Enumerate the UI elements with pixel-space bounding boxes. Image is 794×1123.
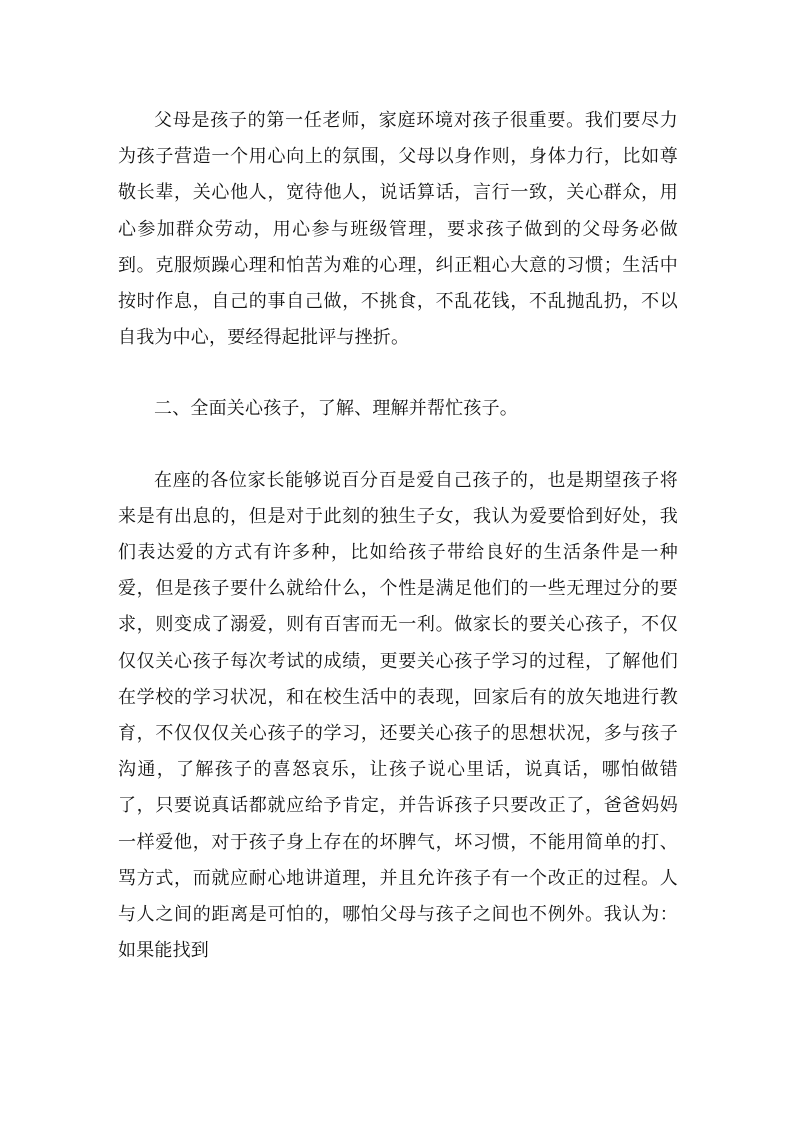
paragraph-parental-role-model: 父母是孩子的第一任老师，家庭环境对孩子很重要。我们要尽力为孩子营造一个用心向上的氛围，父母以身作则，身体力行，比如尊敬长辈，关心他人，宽待他人，说话算话，言行一致，关心群众，用心参加群众劳动，用心参与班级管理，要求孩子做到的父母务必做到。克服烦躁心理和怕苦为难的心理，纠正粗心大意的习惯；生活中按时作息，自己的事自己做，不挑食，不乱花钱，不乱抛乱扔，不以自我为中心，要经得起批评与挫折。 <box>118 110 678 349</box>
document-body <box>118 103 678 969</box>
paragraph-understanding-children: 在座的各位家长能够说百分百是爱自己孩子的，也是期望孩子将来是有出息的，但是对于此刻的独生子女，我认为爱要恰到好处，我们表达爱的方式有许多种，比如给孩子带给良好的生活条件是一种爱，但是孩子要什么就给什么，个性是满足他们的一些无理过分的要求，则变成了溺爱，则有百害而无一利。做家长的要关心孩子，不仅仅仅关心孩子每次考试的成绩，更要关心孩子学习的过程，了解他们在学校的学习状况，和在校生活中的表现，回家后有的放矢地进行教育，不仅仅仅关心孩子的学习，还要关心孩子的思想状况，多与孩子沟通，了解孩子的喜怒哀乐，让孩子说心里话，说真话，哪怕做错了，只要说真话都就应给予肯定，并告诉孩子只要改正了，爸爸妈妈一样爱他，对于孩子身上存在的坏脾气，坏习惯，不能用简单的打、骂方式，而就应耐心地讲道理，并且允许孩子有一个改正的过程。人与人之间的距离是可怕的，哪怕父母与孩子之间也不例外。我认为：如果能找到 <box>118 469 678 962</box>
section-heading-care-for-children: 二、全面关心孩子，了解、理解并帮忙孩子。 <box>154 398 518 420</box>
